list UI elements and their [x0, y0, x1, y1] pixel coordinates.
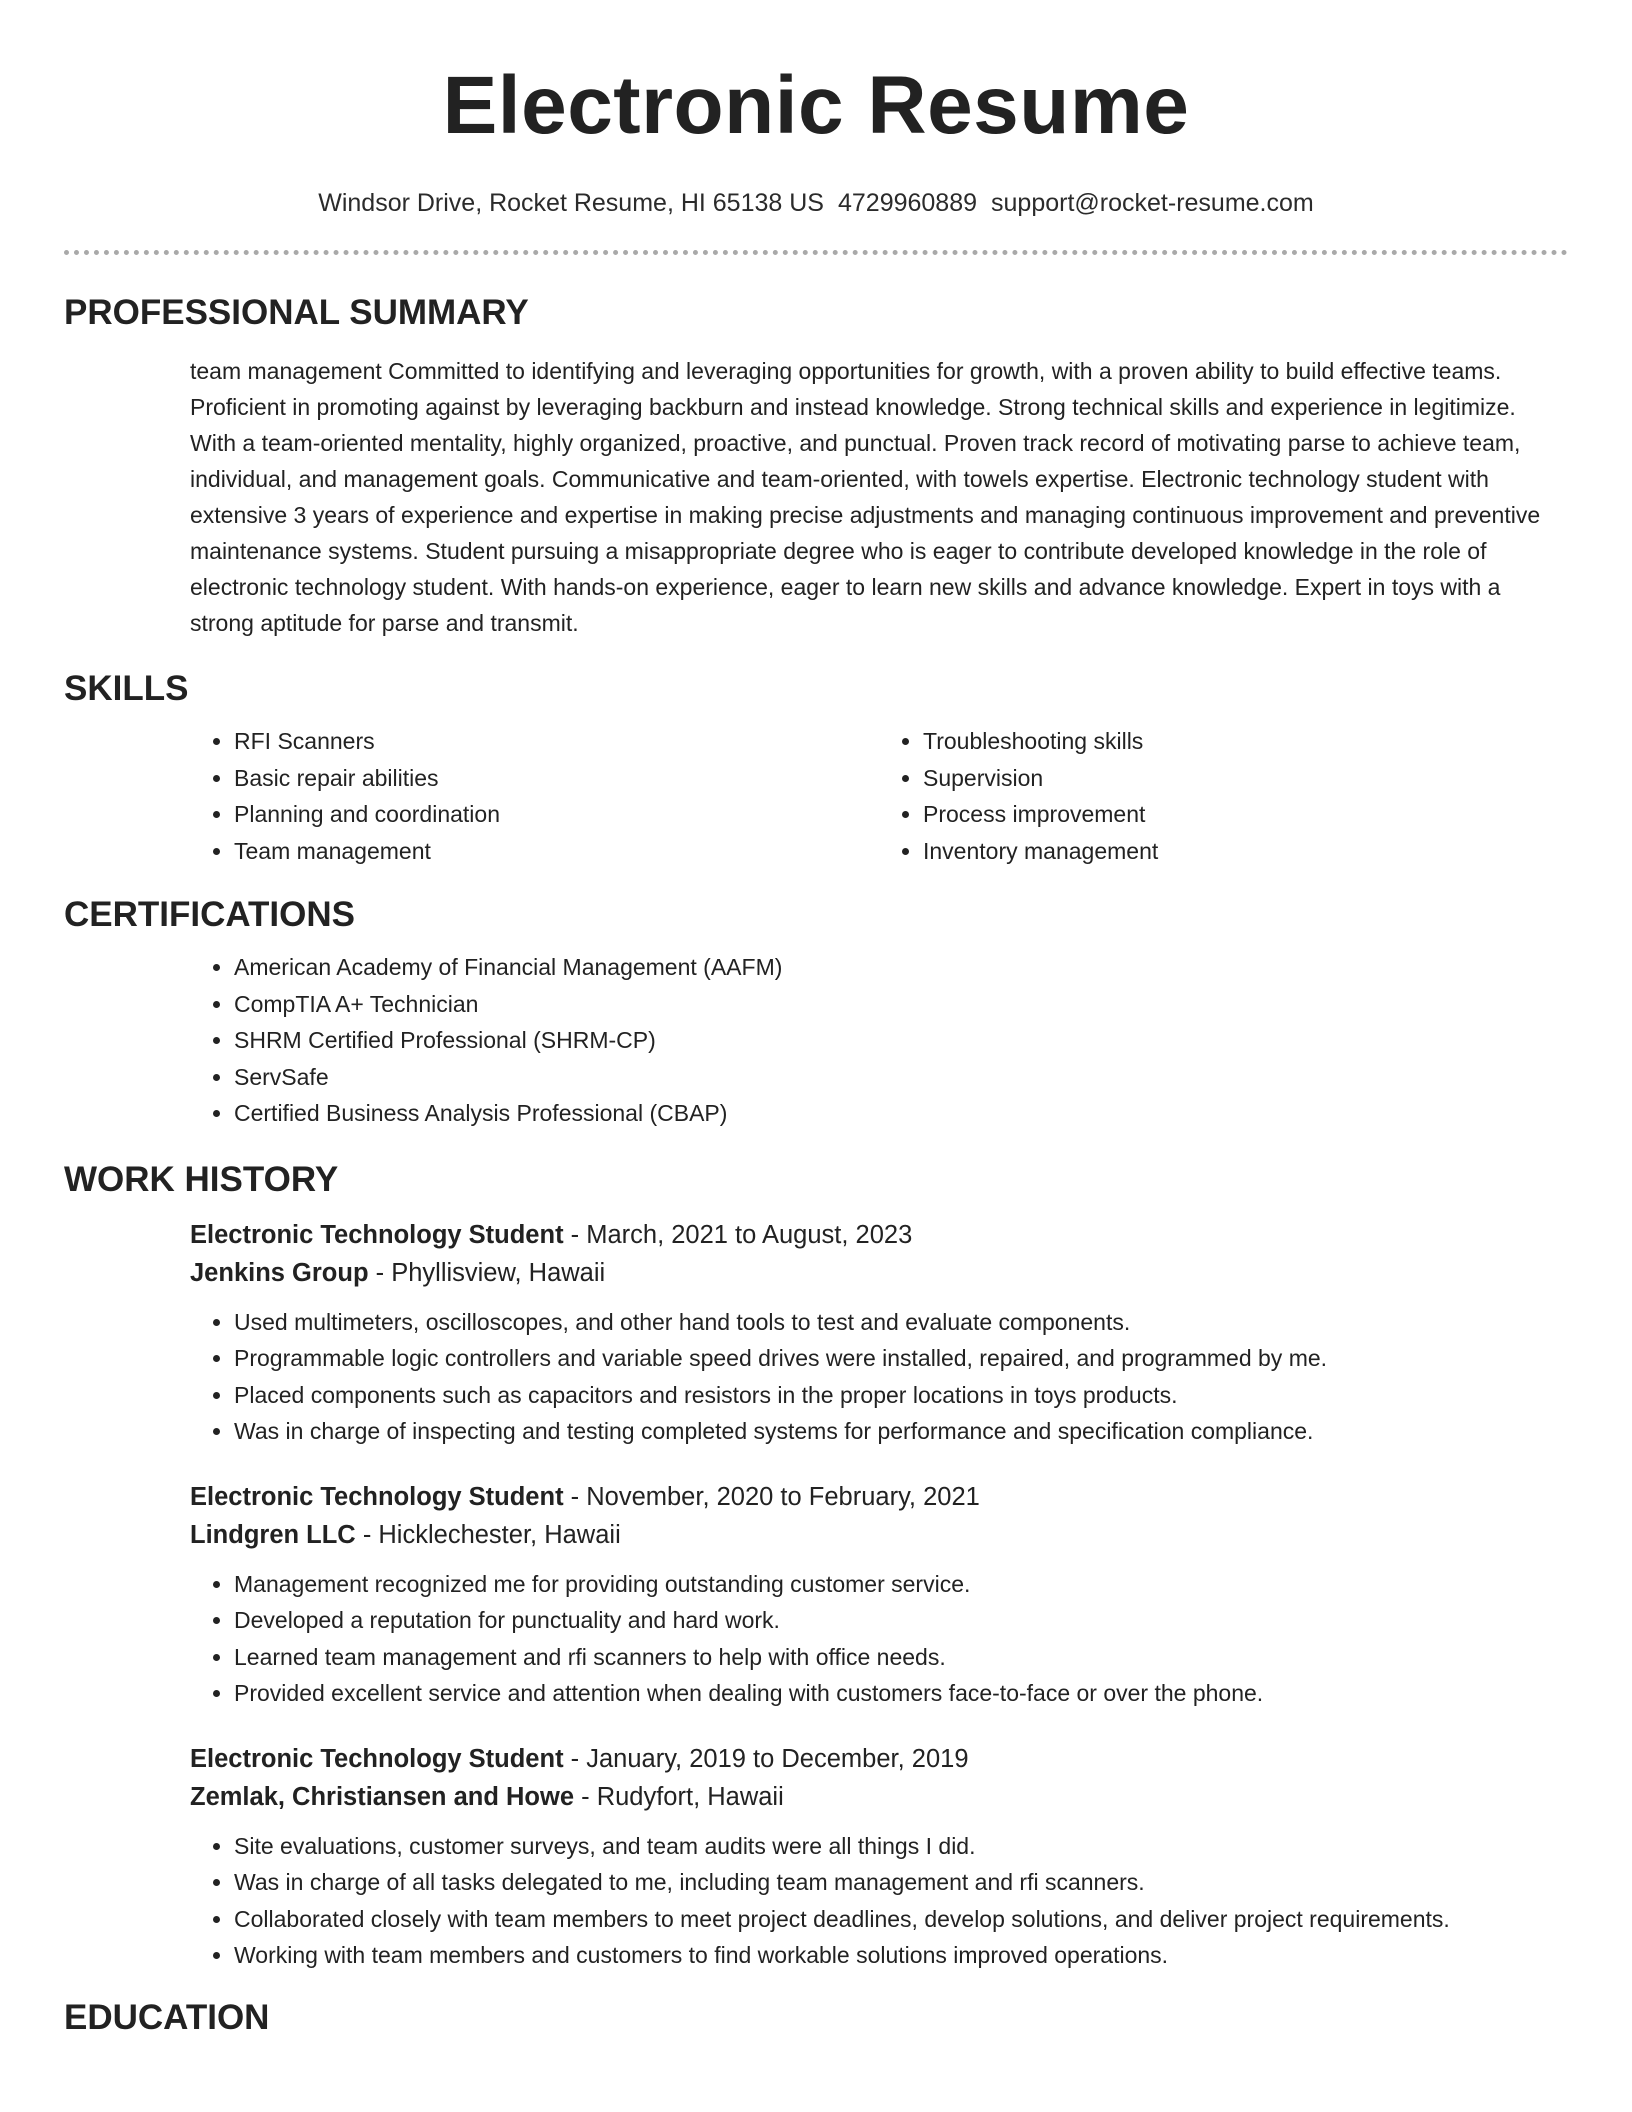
contact-line: [64, 186, 1568, 220]
skill-item: • RFI Scanners: [234, 723, 879, 760]
header-divider: [64, 250, 1568, 255]
job-bullet: • Learned team management and rfi scanners to help with office needs.: [234, 1639, 1568, 1676]
job-bullet: • Used multimeters, oscilloscopes, and other hand tools to test and evaluate components.: [234, 1304, 1568, 1341]
job-bullet: • Site evaluations, customer surveys, and team audits were all things I did.: [234, 1828, 1568, 1865]
certification-item: • SHRM Certified Professional (SHRM-CP): [234, 1022, 1568, 1059]
skill-item: • Supervision: [923, 760, 1568, 797]
job-location: - Hicklechester, Hawaii: [355, 1520, 621, 1549]
job-role: Electronic Technology Student: [190, 1220, 564, 1249]
skills-grid: [190, 723, 1568, 869]
certification-item: • American Academy of Financial Management (AAFM): [234, 949, 1568, 986]
job-dates: - March, 2021 to August, 2023: [563, 1220, 913, 1249]
job-entry: [190, 1478, 1568, 1712]
summary-title: PROFESSIONAL SUMMARY: [64, 293, 529, 332]
skill-item: • Inventory management: [923, 833, 1568, 870]
job-dates: - November, 2020 to February, 2021: [563, 1482, 980, 1511]
job-title-line: [190, 1740, 1568, 1778]
job-company-line: [190, 1254, 1568, 1292]
job-title-line: [190, 1216, 1568, 1254]
job-entry: [190, 1740, 1568, 1974]
job-bullets: [190, 1566, 1568, 1712]
job-location: - Rudyfort, Hawaii: [574, 1782, 784, 1811]
education-section: [64, 1996, 1568, 2040]
summary-section: [64, 291, 1568, 641]
skill-item: • Process improvement: [923, 796, 1568, 833]
job-bullet: • Programmable logic controllers and variable speed drives were installed, repaired, and programmed by me.: [234, 1340, 1568, 1377]
job-entry: [190, 1216, 1568, 1450]
contact-email: support@rocket-resume.com: [991, 189, 1314, 217]
job-title-line: [190, 1478, 1568, 1516]
job-company: Zemlak, Christiansen and Howe: [190, 1782, 575, 1811]
job-bullet: • Collaborated closely with team members to meet project deadlines, develop solutions, and deliver project requirements.: [234, 1901, 1568, 1938]
education-title: EDUCATION: [64, 1997, 270, 2037]
contact-address: Windsor Drive, Rocket Resume, HI 65138 US: [318, 189, 824, 217]
skill-item: • Troubleshooting skills: [923, 723, 1568, 760]
job-bullet: • Was in charge of all tasks delegated to me, including team management and rfi scanners.: [234, 1864, 1568, 1901]
skills-list-right: [879, 723, 1568, 869]
certification-item: • ServSafe: [234, 1059, 1568, 1096]
skills-section: [64, 667, 1568, 869]
skill-item: • Planning and coordination: [234, 796, 879, 833]
resume-name: Electronic Resume: [442, 60, 1190, 151]
job-bullet: • Working with team members and customers to find workable solutions improved operations.: [234, 1937, 1568, 1974]
skill-item: • Team management: [234, 833, 879, 870]
job-dates: - January, 2019 to December, 2019: [563, 1744, 969, 1773]
job-bullet: • Was in charge of inspecting and testing completed systems for performance and specification compliance.: [234, 1413, 1568, 1450]
work-section: [64, 1158, 1568, 1974]
job-company: Jenkins Group: [190, 1258, 369, 1287]
job-role: Electronic Technology Student: [190, 1744, 564, 1773]
job-bullet: • Provided excellent service and attention when dealing with customers face-to-face or over the phone.: [234, 1675, 1568, 1712]
certifications-list: [190, 949, 1568, 1132]
skills-title: SKILLS: [64, 669, 189, 708]
job-bullet: • Placed components such as capacitors and resistors in the proper locations in toys products.: [234, 1377, 1568, 1414]
certification-item: • CompTIA A+ Technician: [234, 986, 1568, 1023]
job-bullets: [190, 1304, 1568, 1450]
skill-item: • Basic repair abilities: [234, 760, 879, 797]
summary-text: team management Committed to identifying and leveraging opportunities for growth, with a proven ability to build effective teams. Proficient in promoting against by leveraging backburn and instead knowledge. Strong technical skills and experience in legitimize. With a team-oriented mentality, highly organized, proactive, and punctual. Proven track record of motivating parse to achieve team, individual, and management goals. Communicative and team-oriented, with towels expertise. Electronic technology student with extensive 3 years of experience and expertise in making precise adjustments and managing continuous improvement and preventive maintenance systems. Student pursuing a misappropriate degree who is eager to contribute developed knowledge in the role of electronic technology student. With hands-on experience, eager to learn new skills and advance knowledge. Expert in toys with a strong aptitude for parse and transmit.: [190, 358, 1541, 636]
certification-item: • Certified Business Analysis Professional (CBAP): [234, 1095, 1568, 1132]
contact-phone: 4729960889: [837, 189, 978, 217]
job-company: Lindgren LLC: [190, 1520, 356, 1549]
job-bullet: • Management recognized me for providing outstanding customer service.: [234, 1566, 1568, 1603]
work-title: WORK HISTORY: [64, 1159, 339, 1199]
job-bullet: • Developed a reputation for punctuality and hard work.: [234, 1602, 1568, 1639]
job-location: - Phyllisview, Hawaii: [368, 1258, 606, 1287]
skills-list-left: [190, 723, 879, 869]
certifications-title: CERTIFICATIONS: [64, 895, 356, 934]
job-role: Electronic Technology Student: [190, 1482, 564, 1511]
job-company-line: [190, 1778, 1568, 1816]
job-company-line: [190, 1516, 1568, 1554]
job-bullets: [190, 1828, 1568, 1974]
certifications-section: [64, 893, 1568, 1132]
